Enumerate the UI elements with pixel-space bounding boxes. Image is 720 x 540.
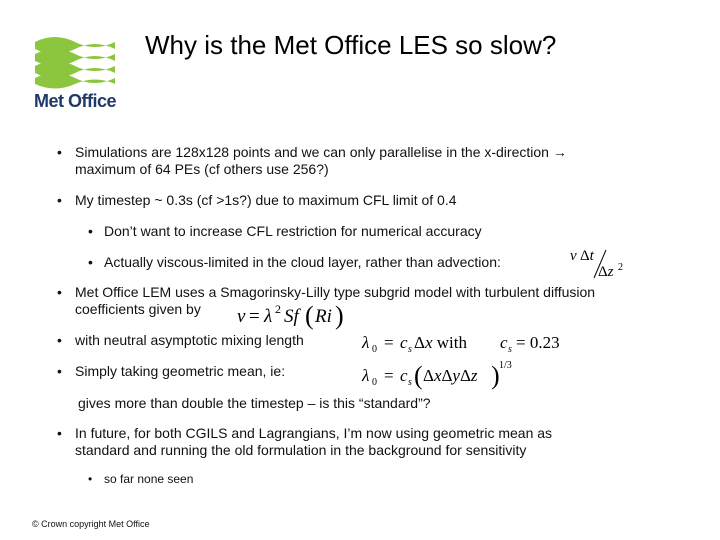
slide-title: Why is the Met Office LES so slow? [145,30,557,60]
geometric-mean-equation [360,356,520,390]
bullet-marker: • [57,332,62,348]
smagorinsky-equation [235,296,355,330]
viscous-cfl-equation [568,244,628,280]
svg-text:Δt: Δt [580,248,594,264]
svg-text:0: 0 [372,377,377,388]
svg-text:ν: ν [570,248,577,264]
bullet-marker: • [88,223,93,239]
svg-text:λ: λ [264,306,273,327]
bullet-text: Met Office LEM uses a Smagorinsky-Lilly type subgrid model with turbulent diffusion [75,284,596,300]
logo-text: Met Office [34,91,117,111]
bullet-continuation-text: gives more than double the timestep – is this “standard”? [78,395,431,411]
svg-text:): ) [491,361,500,390]
svg-text:=: = [249,306,260,327]
bullet-text: In future, for both CGILS and Lagrangians, I’m now using geometric mean as [75,425,553,441]
svg-text:): ) [335,301,344,330]
bullet-marker: • [88,254,93,270]
bullet-marker: • [57,144,62,160]
bullet-text: Actually viscous-limited in the cloud layer, rather than advection: [104,254,501,270]
bullet-marker: • [57,363,62,379]
svg-text:ν: ν [237,306,246,327]
svg-text:Ri: Ri [315,306,332,327]
svg-text:c: c [400,366,408,385]
bullet-marker: • [57,192,62,208]
bullet-marker: • [88,472,93,486]
svg-text:s: s [408,344,412,355]
svg-text:Δz: Δz [598,264,614,280]
svg-text:= 0.23: = 0.23 [516,333,560,352]
svg-text:2: 2 [618,262,623,273]
svg-text:=: = [384,366,394,385]
svg-text:Sf: Sf [284,306,299,327]
svg-text:=: = [384,333,394,352]
svg-text:1/3: 1/3 [499,360,512,371]
mixing-length-equation [360,328,560,356]
bullet-text: Simply taking geometric mean, ie: [75,363,286,379]
svg-text:λ: λ [362,333,370,352]
svg-text:2: 2 [275,302,281,316]
svg-text:c: c [500,333,508,352]
svg-text:Δx with: Δx with [414,333,467,352]
svg-text:(: ( [305,301,314,330]
svg-text:s: s [408,377,412,388]
bullet-text: maximum of 64 PEs (cf others use 256?) [75,161,329,177]
bullet-text: with neutral asymptotic mixing length [75,332,304,348]
bullet-text: Don’t want to increase CFL restriction for numerical accuracy [104,223,482,239]
svg-text:λ: λ [362,366,370,385]
svg-text:0: 0 [372,344,377,355]
bullet-marker: • [57,425,62,441]
svg-text:s: s [508,344,512,355]
svg-text:(: ( [414,361,423,390]
bullet-text: My timestep ~ 0.3s (cf >1s?) due to maximum CFL limit of 0.4 [75,192,457,208]
bullet-text: so far none seen [104,472,194,486]
bullet-text: Simulations are 128x128 points and we can only parallelise in the x-direction → [75,144,567,160]
bullet-marker: • [57,284,62,300]
bullet-text: standard and running the old formulation in the background for sensitivity [75,442,527,458]
svg-text:c: c [400,333,408,352]
svg-text:ΔxΔyΔz: ΔxΔyΔz [423,366,478,385]
bullet-text: coefficients given by [75,301,201,317]
footer-copyright: © Crown copyright Met Office [32,519,150,529]
